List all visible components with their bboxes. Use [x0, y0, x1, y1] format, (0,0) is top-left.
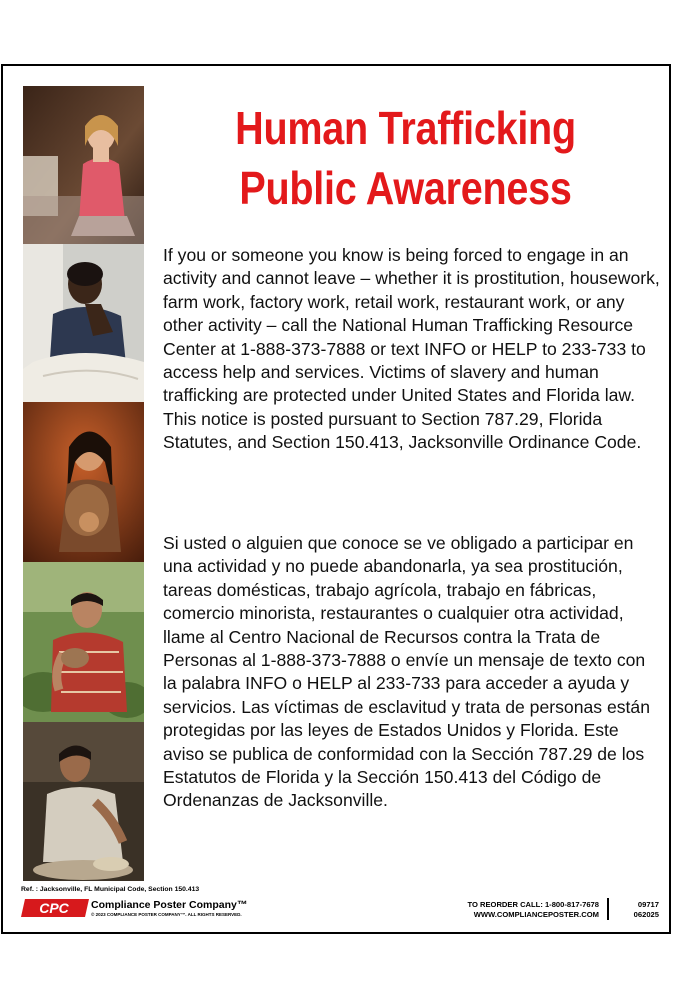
reference-note: Ref. : Jacksonville, FL Municipal Code, Section 150.413	[21, 886, 200, 893]
photo-woman-with-laundry	[23, 244, 144, 402]
cpc-logo	[21, 899, 89, 917]
poster-frame	[1, 64, 671, 934]
english-notice: If you or someone you know is being forced to engage in an activity and cannot leave – whether it is prostitution, housework, farm work, factory work, retail work, restaurant work, or any other activity – call the National Human Trafficking Resource Center at 1-888-373-7888 or text INFO or HELP to 233-733 to access help and services. Victims of slavery and human trafficking are protected under United States and Florida law. This notice is posted pursuant to Section 787.29, Florida Statutes, and Section 150.413, Jacksonville Ordinance Code.	[163, 245, 660, 453]
reorder-info	[467, 900, 599, 920]
title-line-1: Human Trafficking	[235, 102, 576, 154]
poster-codes	[615, 900, 659, 920]
spanish-notice: Si usted o alguien que conoce se ve obligado a participar en una actividad y no puede abandonarla, ya sea prostitución, tareas domésticas, trabajo agrícola, trabajo en fábricas, comercio minorista, restaurantes o cualquier otra actividad, llame al Centro Nacional de Recursos contra la Trata de Personas al 1-888-373-7888 o envíe un mensaje de texto con la palabra INFO o HELP al 233-733 para acceder a ayuda y servicios. Las víctimas de esclavitud y trata de personas están protegidas por las leyes de Estados Unidos y Florida. Este aviso se publica de conformidad con la Sección 787.29 de los Estatutos de Florida y la Sección 150.413 del Código de Ordenanzas de Jacksonville.	[163, 533, 650, 811]
company-name: Compliance Poster Company™	[91, 899, 248, 911]
photo-girl-hugging-knees	[23, 402, 144, 562]
photo-young-man-in-field	[23, 562, 144, 722]
title-line-2: Public Awareness	[239, 162, 572, 214]
reorder-website: WWW.COMPLIANCEPOSTER.COM	[473, 910, 599, 919]
poster-title	[153, 98, 658, 218]
footer-divider	[607, 898, 609, 920]
logo-text: CPC	[39, 900, 69, 916]
copyright-line: © 2023 COMPLIANCE POSTER COMPANY™. ALL RIGHTS RESERVED.	[91, 912, 242, 917]
reorder-phone: TO REORDER CALL: 1-800-817-7678	[467, 900, 599, 909]
photo-man-in-kitchen	[23, 722, 144, 881]
photo-strip	[23, 86, 144, 881]
photo-woman-on-bed	[23, 86, 144, 244]
poster-code-2: 062025	[633, 910, 659, 919]
poster-code-1: 09717	[637, 900, 659, 909]
